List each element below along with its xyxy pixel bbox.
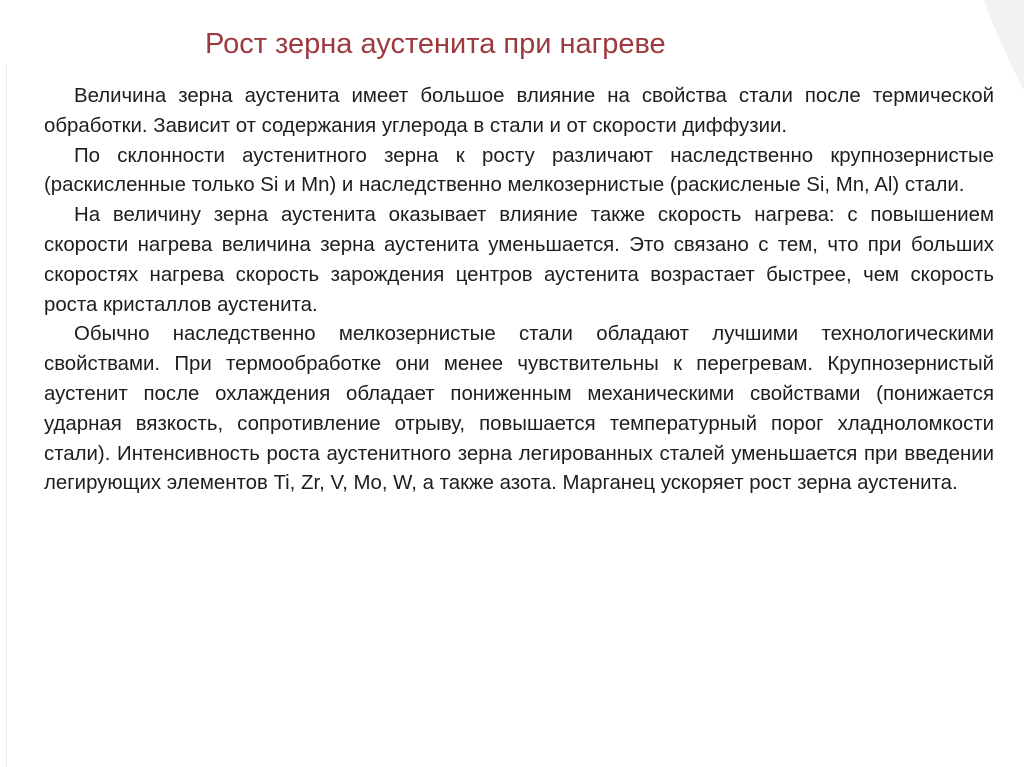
- slide-body: [44, 82, 994, 499]
- slide-title: Рост зерна аустенита при нагреве: [205, 28, 666, 60]
- paragraph-grain-growth-tendency: По склонности аустенитного зерна к росту различают наследственно крупнозернистые (раскисленные только Si и Mn) и наследственно мелкозернистые (раскисленые Si, Mn, Al) стали.: [44, 144, 994, 197]
- paragraph-fine-grained-steels: Обычно наследственно мелкозернистые стали обладают лучшими технологическими свойствами. При термообработке они менее чувствительны к перегревам. Крупнозернистый аустенит после охлаждения обладает пониженным механическими свойствами (понижается ударная вязкость, сопротивление отрыву, повышается температурный порог хладноломкости стали). Интенсивность роста аустенитного зерна легированных сталей уменьшается при введении легирующих элементов Ti, Zr, V, Mo, W, а также азота. Марганец ускоряет рост зерна аустенита.: [44, 323, 994, 495]
- left-frame-line: [6, 64, 7, 767]
- paragraph-heating-rate: На величину зерна аустенита оказывает влияние также скорость нагрева: с повышением скорости нагрева величина зерна аустенита уменьшается. Это связано с тем, что при больших скоростях нагрева скорость зарождения центров аустенита возрастает быстрее, чем скорость роста кристаллов аустенита.: [44, 204, 994, 316]
- paragraph-grain-size: Величина зерна аустенита имеет большое влияние на свойства стали после термической обработки. Зависит от содержания углерода в стали и от скорости диффузии.: [44, 85, 994, 137]
- corner-decoration: [984, 0, 1024, 90]
